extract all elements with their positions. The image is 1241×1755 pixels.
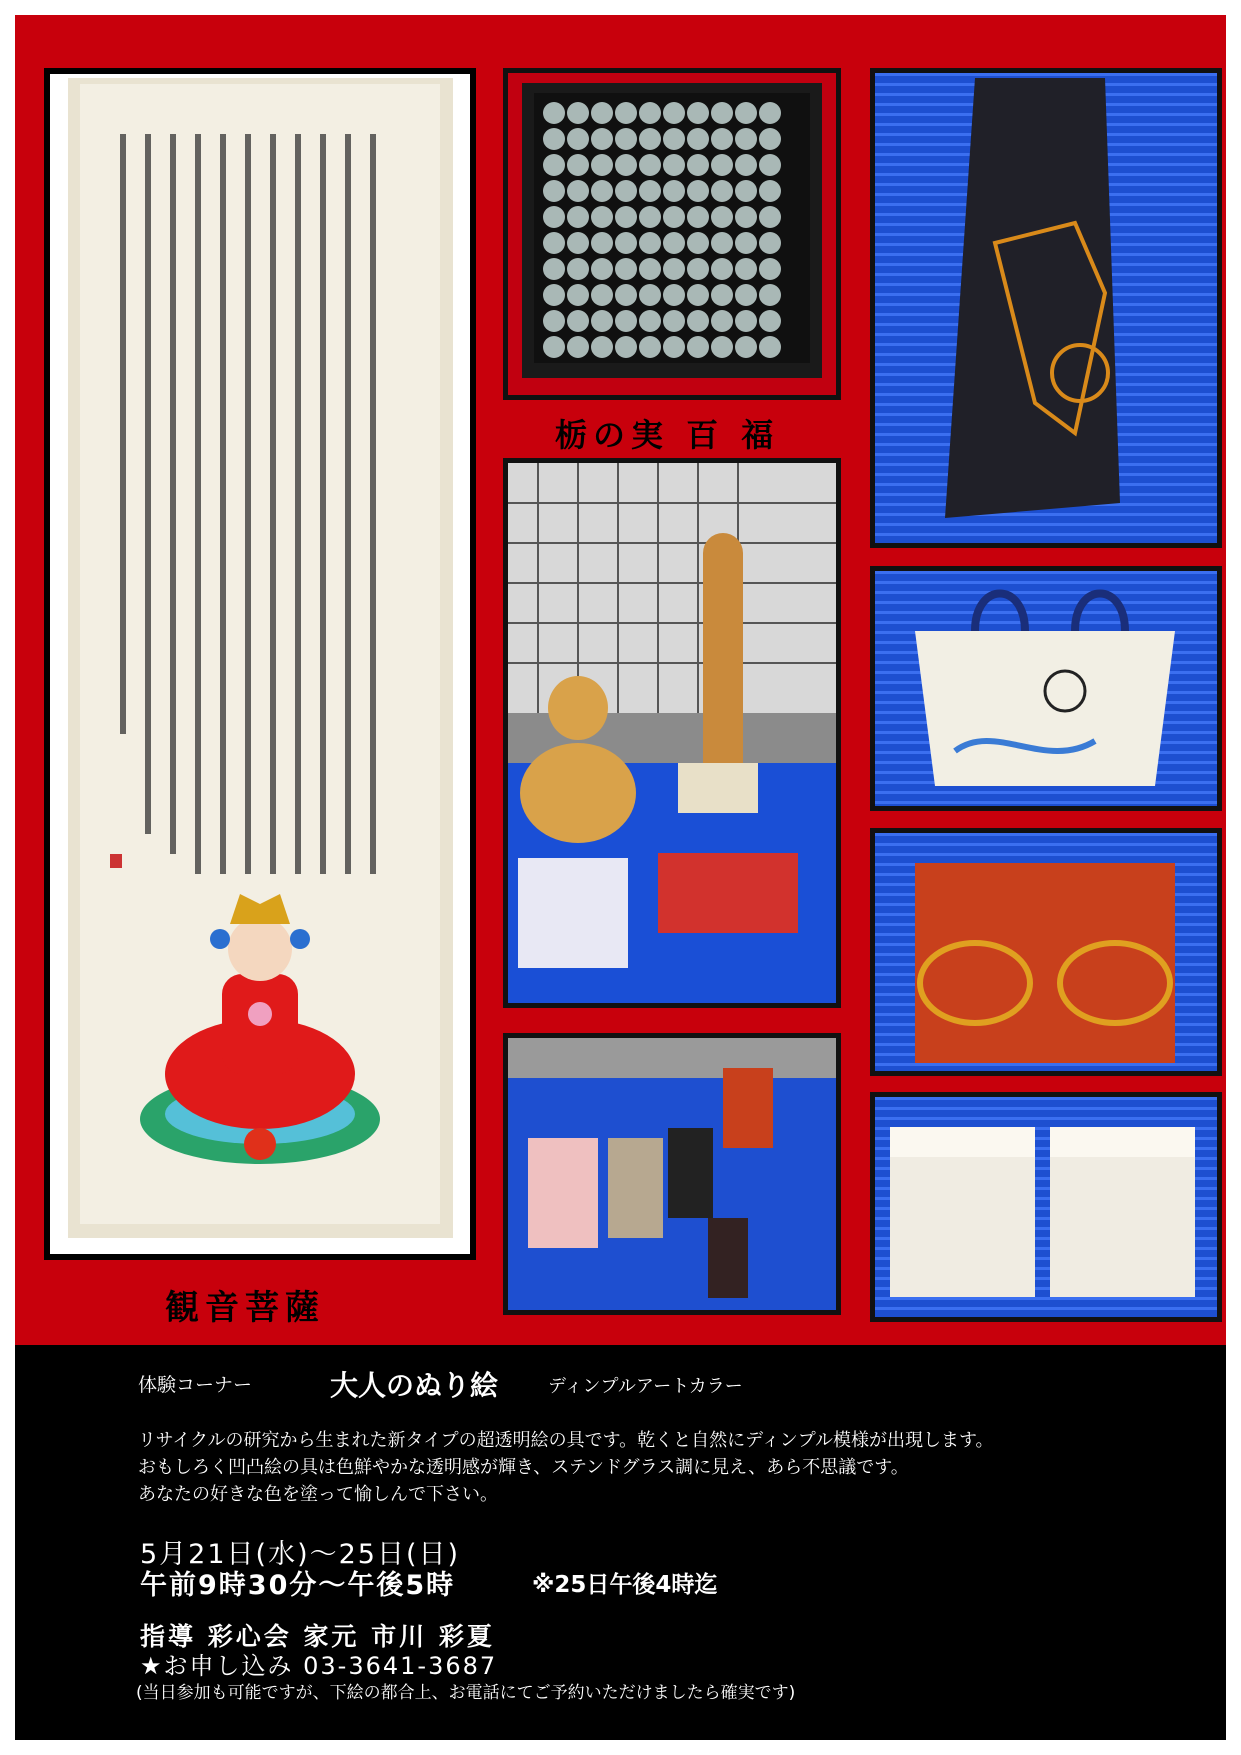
description-line-1: リサイクルの研究から生まれた新タイプの超透明絵の具です。乾くと自然にディンプル模様が出現します。 [138, 1430, 994, 1451]
instructor: 指導 彩心会 家元 市川 彩夏 [140, 1622, 495, 1651]
kannon-scroll-photo [44, 68, 476, 1260]
kannon-scroll-image [50, 74, 470, 1254]
tochinomi-image [508, 73, 836, 395]
description-line-3: あなたの好きな色を塗って愉しんで下さい。 [138, 1484, 498, 1505]
white-tote-photo [870, 566, 1222, 811]
gourd-photo [503, 458, 841, 1008]
event-hours: 午前9時30分〜午後5時 [140, 1570, 456, 1601]
tochinomi-photo [503, 68, 841, 400]
event-title: 大人のぬり絵 [330, 1369, 499, 1402]
footnote: (当日参加も可能ですが、下絵の都合上、お電話にてご予約いただけましたら確実です) [136, 1683, 796, 1703]
black-bag-image [875, 73, 1217, 543]
white-tote-image [875, 571, 1217, 806]
red-bag-photo [870, 828, 1222, 1076]
collection-photo [503, 1033, 841, 1315]
corner-label: 体験コーナー [138, 1374, 253, 1396]
description-line-2: おもしろく凹凸絵の具は色鮮やかな透明感が輝き、ステンドグラス調に見え、あら不思議です。 [138, 1457, 909, 1478]
kannon-caption: 観音菩薩 [165, 1288, 325, 1328]
tochinomi-caption: 栃の実 百 福 [555, 416, 780, 454]
collection-image [508, 1038, 836, 1310]
closing-note: ※25日午後4時迄 [532, 1572, 718, 1598]
gourd-image [508, 463, 836, 1003]
application-phone: ★お申し込み 03-3641-3687 [140, 1652, 498, 1680]
pouches-image [875, 1097, 1217, 1317]
event-dates: 5月21日(水)〜25日(日) [140, 1539, 461, 1570]
event-subtitle: ディンプルアートカラー [548, 1376, 743, 1397]
pouches-photo [870, 1092, 1222, 1322]
black-bag-photo [870, 68, 1222, 548]
red-bag-image [875, 833, 1217, 1071]
